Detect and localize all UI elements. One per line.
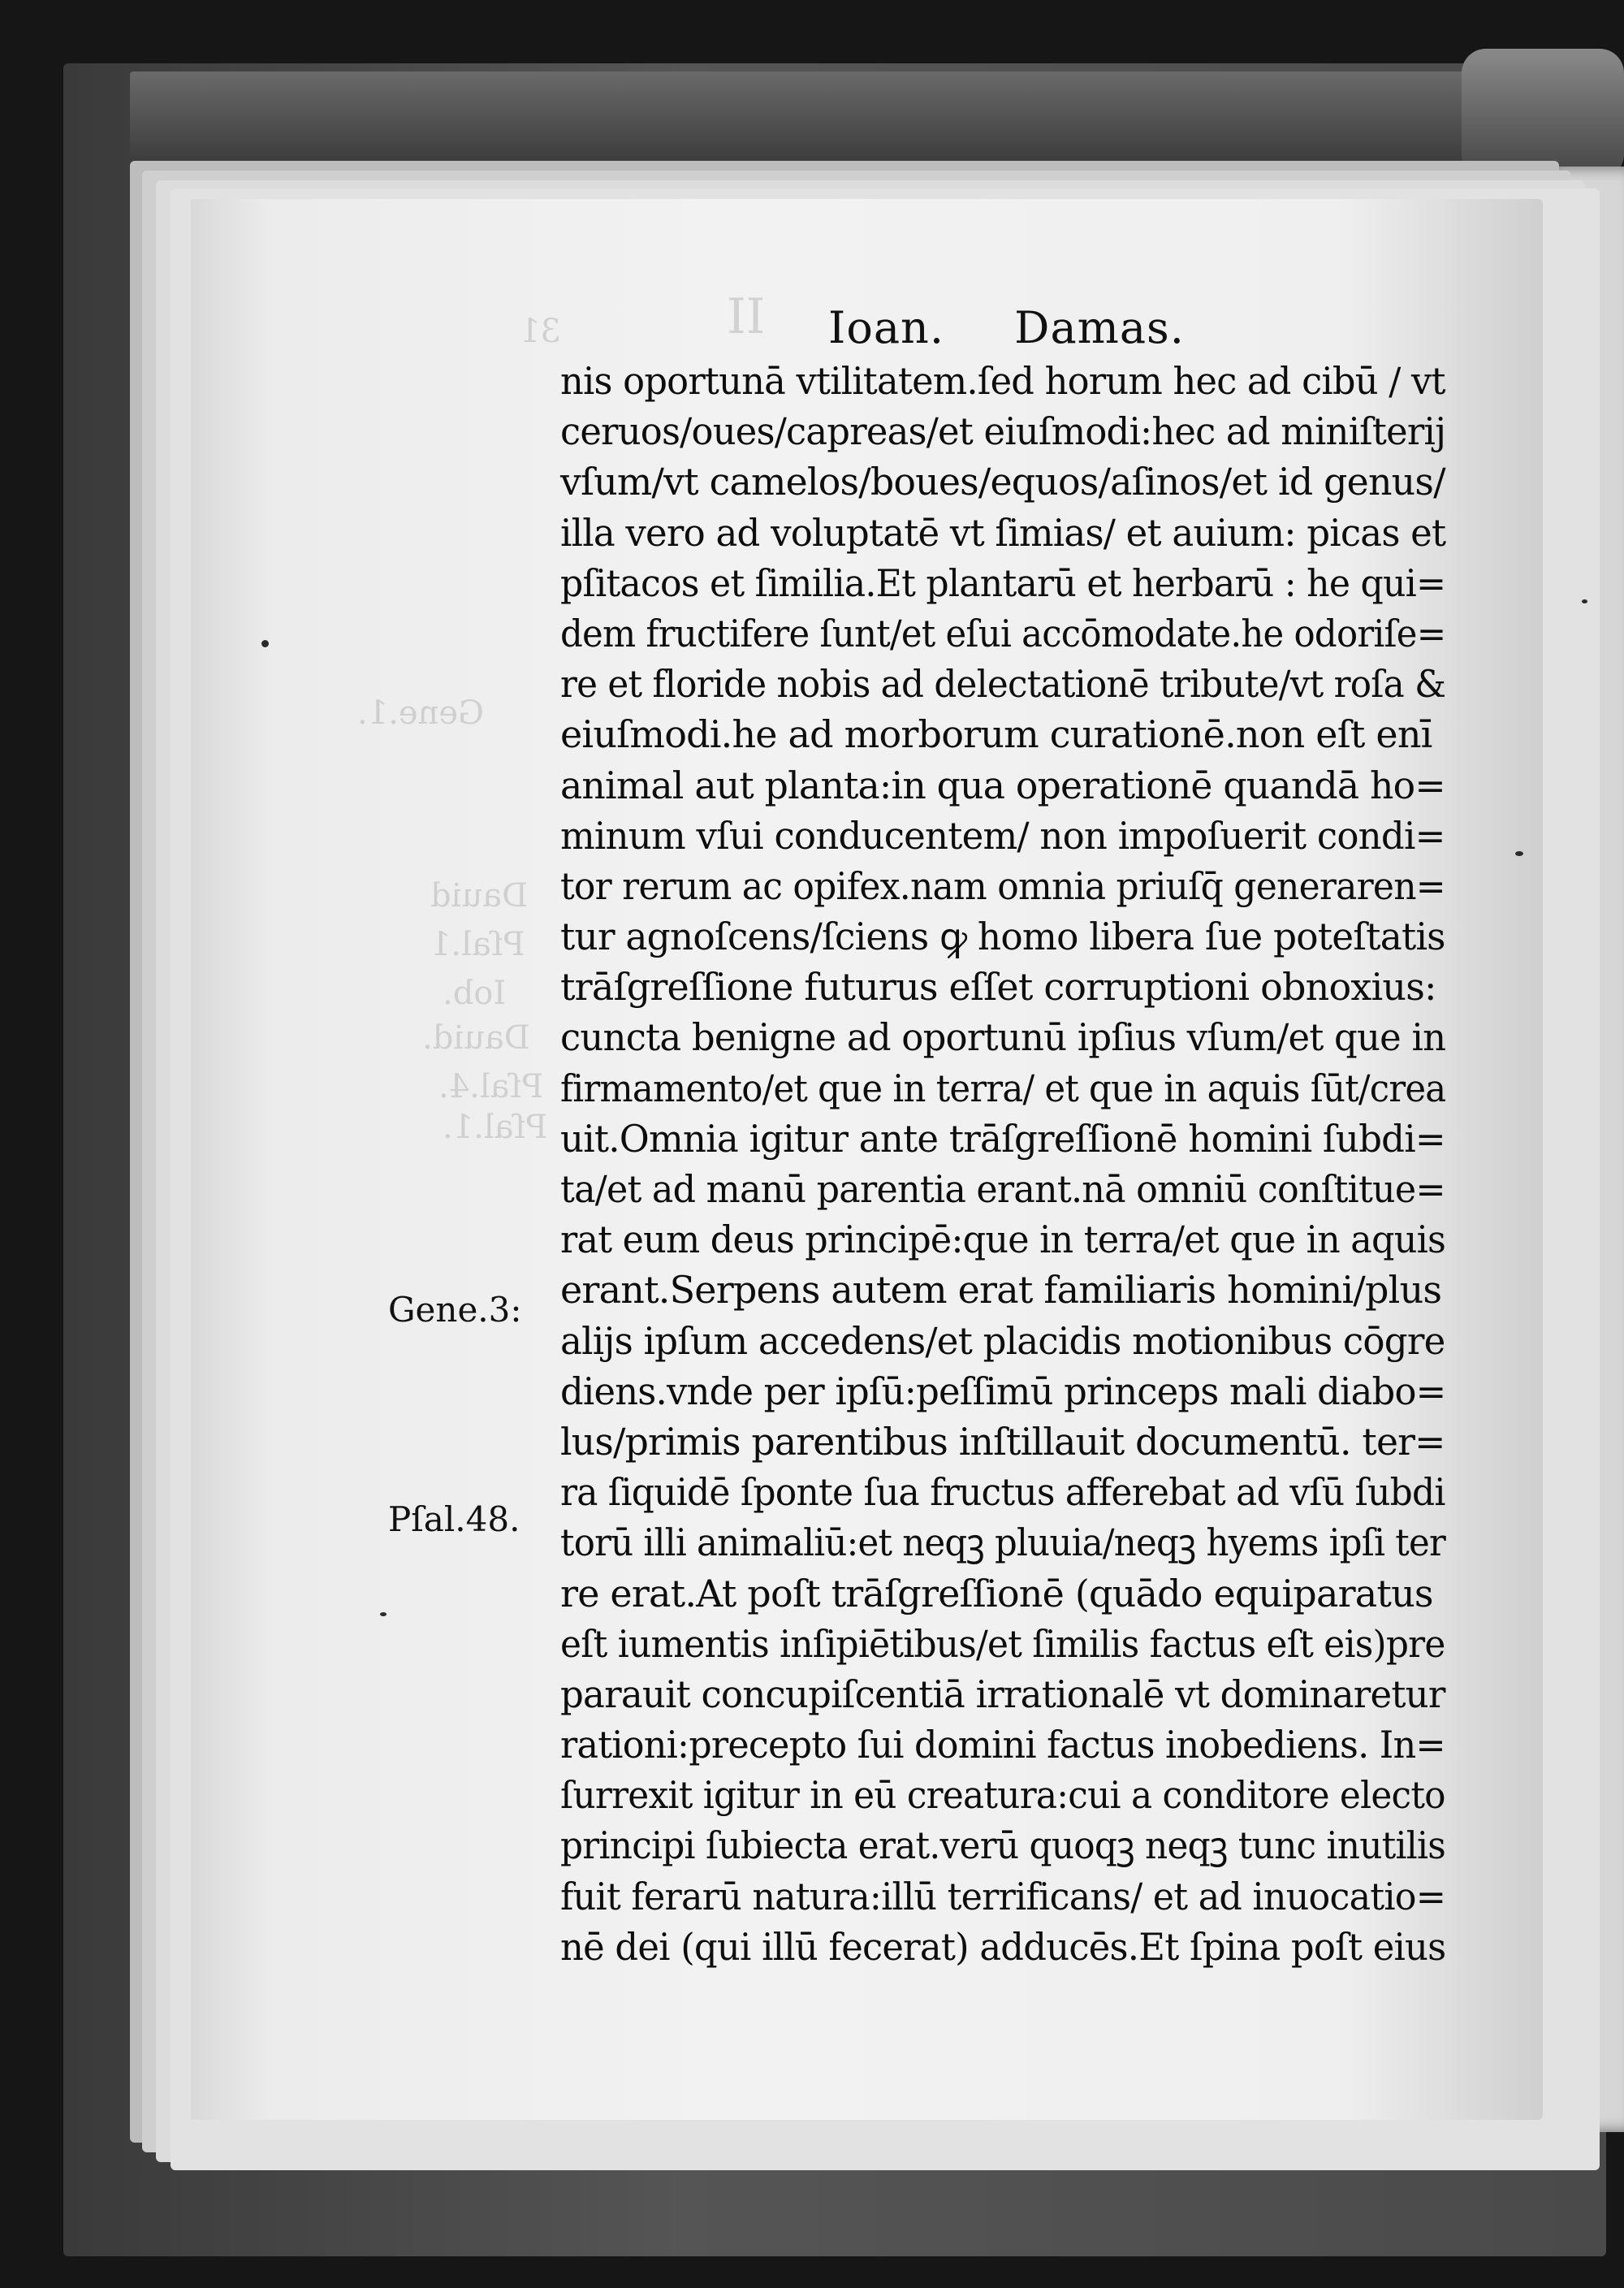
text-line: dem fructifere ſunt/et eſui accōmodate.he odoriſe=: [560, 611, 1446, 655]
paper-speck: [1582, 599, 1587, 603]
running-head-name: Damas.: [1014, 302, 1185, 353]
show-through-text: Pſal.1: [430, 926, 525, 963]
text-line: tur agnoſcens/ſciens ꝙ homo libera ſue poteſtatis: [560, 915, 1445, 959]
show-through-text: Pſal.1.: [443, 1109, 548, 1146]
running-head-author: Ioan.: [828, 302, 944, 353]
text-line: minum vſui conducentem/ non impoſuerit condi=: [560, 813, 1445, 858]
paper-speck: [380, 1612, 387, 1616]
show-through-text: Dauid.: [422, 1019, 530, 1057]
text-line: tor rerum ac opifex.nam omnia priuſq̄ generaren=: [560, 863, 1445, 908]
binding-strap: [1462, 49, 1624, 179]
text-line: ceruos/oues/capreas/et eiuſmodi:hec ad miniſterij: [560, 409, 1446, 454]
text-line: cuncta benigne ad oportunū ipſius vſum/et que in: [560, 1015, 1446, 1060]
book-cover-top-edge: [130, 71, 1592, 161]
text-line: torū illi animaliū:et neqꝫ pluuia/neqꝫ hyems ipſi ter: [560, 1520, 1445, 1565]
paper-speck: [1515, 851, 1523, 856]
text-line: ta/et ad manū parentia erant.nā omniū conſtitue=: [560, 1167, 1445, 1211]
show-through-text: Gene.1.: [357, 694, 484, 732]
text-line: uit.Omnia igitur ante trāſgreſſionē homini ſubdi=: [560, 1116, 1445, 1161]
text-line: erant.Serpens autem erat familiaris homini/plus: [560, 1268, 1442, 1313]
text-line: illa vero ad voluptatē vt ſimias/ et auium: picas et: [560, 510, 1446, 555]
text-line: ſurrexit igitur in eū creatura:cui a conditore electo: [560, 1773, 1445, 1818]
show-through-text: Dauid: [430, 877, 529, 915]
text-line: firmamento/et que in terra/ et que in aquis ſūt/crea: [560, 1066, 1446, 1110]
text-line: ra ſiquidē ſponte ſua fructus afferebat ad vſū ſubdi: [560, 1470, 1445, 1515]
text-line: diens.vnde per ipſū:peſſimū princeps mali diabo=: [560, 1369, 1446, 1413]
show-through-text: Iob.: [443, 975, 507, 1012]
show-through-text: Pſal.4.: [438, 1068, 544, 1105]
marginal-note: Pſal.48.: [388, 1499, 520, 1539]
text-line: nē dei (qui illū fecerat) adducēs.Et ſpina poſt eius: [560, 1924, 1446, 1969]
running-head: [828, 302, 1185, 353]
paper-speck: [261, 640, 269, 647]
text-line: nis oportunā vtilitatem.ſed horum hec ad cibū / vt: [560, 359, 1445, 403]
text-line: rat eum deus principē:que in terra/et que in aquis: [560, 1218, 1446, 1262]
text-line: eſt iumentis inſipiētibus/et ſimilis factus eſt eis)pre: [560, 1621, 1445, 1666]
text-line: animal aut planta:in qua operationē quandā ho=: [560, 763, 1445, 807]
marginal-note: Gene.3:: [388, 1290, 522, 1330]
text-line: re et floride nobis ad delectationē tribute/vt roſa &: [560, 662, 1446, 707]
text-line: pſitacos et ſimilia.Et plantarū et herbarū : he qui=: [560, 560, 1446, 605]
text-line: vſum/vt camelos/boues/equos/aſinos/et id genus/: [560, 460, 1445, 504]
text-line: rationi:precepto ſui domini factus inobediens. In=: [560, 1723, 1445, 1767]
text-line: eiuſmodi.he ad morborum curationē.non eſt enī: [560, 712, 1432, 757]
body-text: [560, 356, 1445, 1972]
show-through-text: 31: [520, 313, 561, 350]
text-line: principi ſubiecta erat.verū quoqꝫ neqꝫ tunc inutilis: [560, 1823, 1446, 1868]
text-line: alijs ipſum accedens/et placidis motionibus cōgre: [560, 1318, 1445, 1363]
text-line: parauit concupiſcentiā irrationalē vt dominaretur: [560, 1672, 1445, 1716]
text-line: trāſgreſſione futurus eſſet corruptioni obnoxius:: [560, 965, 1436, 1010]
text-line: fuit ferarū natura:illū terrificans/ et ad inuocatio=: [560, 1874, 1446, 1918]
show-through-text: II: [727, 288, 766, 345]
text-line: re erat.At poſt trāſgreſſionē (quādo equiparatus: [560, 1571, 1433, 1615]
text-line: lus/primis parentibus inſtillauit documentū. ter=: [560, 1419, 1445, 1464]
